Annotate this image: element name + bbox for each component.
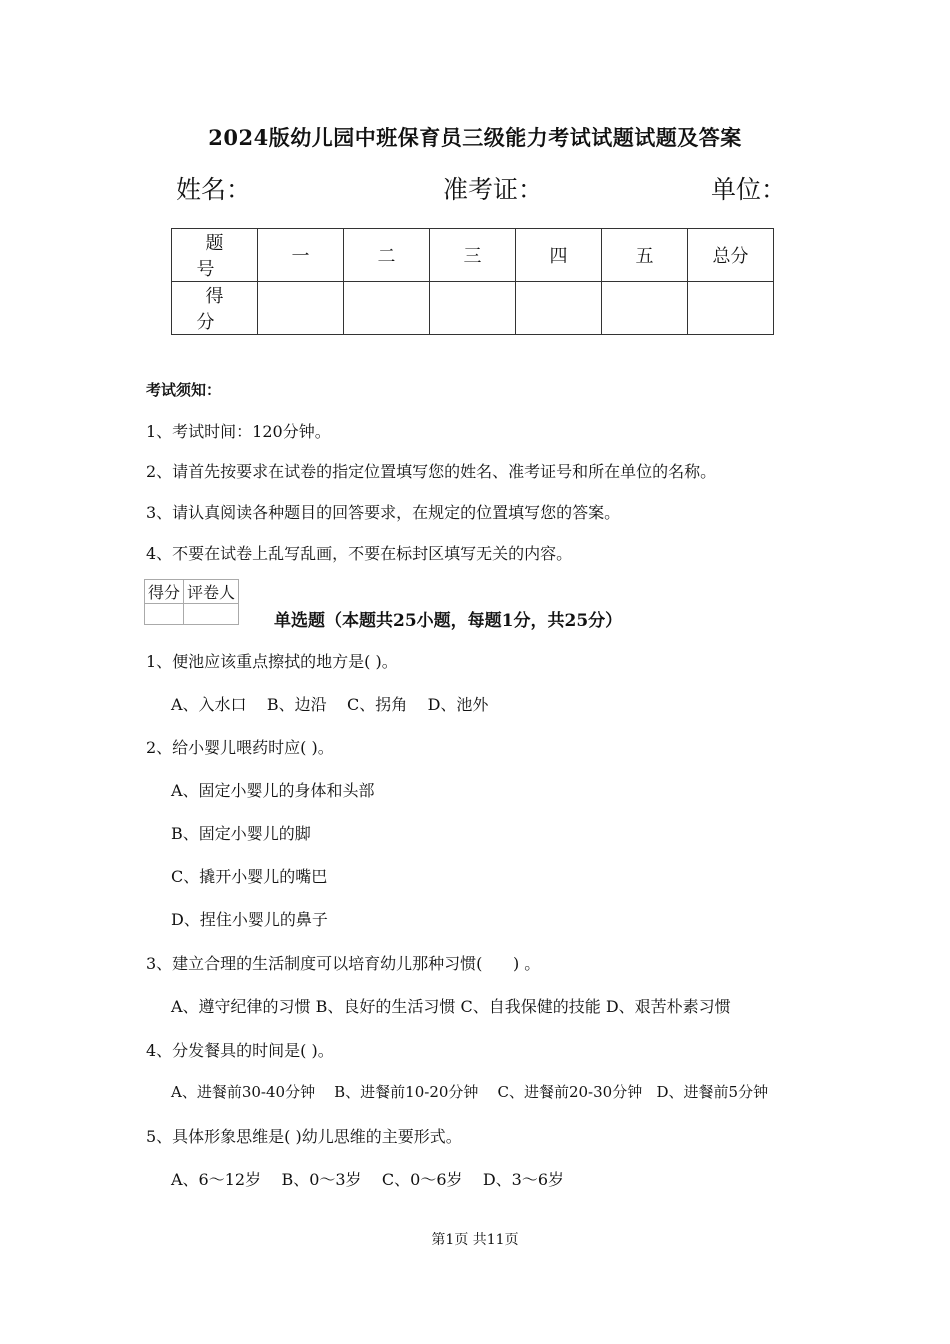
notice-item: 3、请认真阅读各种题目的回答要求，在规定的位置填写您的答案。 [146,503,621,522]
notice-item: 1、考试时间：120分钟。 [146,422,331,441]
document-title: 2024版幼儿园中班保育员三级能力考试试题试题及答案 [208,125,742,150]
exam-id-label: 准考证： [443,175,544,204]
question-text: 3、建立合理的生活制度可以培育幼儿那种习惯( ) 。 [146,954,541,973]
section-title: 单选题（本题共25小题，每题1分，共25分） [274,611,623,631]
score-table-cell: 总分 [688,229,774,282]
score-table-cell: 题 号 [172,229,258,282]
grader-name-cell [184,604,239,625]
score-table-cell: 得 分 [172,282,258,335]
grader-name-label: 评卷人 [184,580,239,604]
question-options: A、进餐前30-40分钟 B、进餐前10-20分钟 C、进餐前20-30分钟 D、进餐前5分钟 [171,1083,769,1101]
question-text: 4、分发餐具的时间是( )。 [146,1041,334,1060]
question-option: C、撬开小婴儿的嘴巴 [171,867,328,886]
name-label: 姓名： [176,175,252,204]
score-table-cell: 一 [258,229,344,282]
score-table-score-row [172,282,774,335]
score-table-cell [516,282,602,335]
score-table-cell [688,282,774,335]
unit-label: 单位： [711,175,787,204]
notice-item: 4、不要在试卷上乱写乱画，不要在标封区填写无关的内容。 [146,544,573,563]
score-table-cell: 五 [602,229,688,282]
grader-score-label: 得分 [145,580,184,604]
score-table-cell: 三 [430,229,516,282]
score-table-cell [430,282,516,335]
page-footer: 第1页 共11页 [431,1232,519,1248]
question-option: D、捏住小婴儿的鼻子 [171,910,328,929]
question-options: A、6～12岁 B、0～3岁 C、0～6岁 D、3～6岁 [171,1170,565,1189]
score-table-cell: 二 [344,229,430,282]
grader-score-cell [145,604,184,625]
question-text: 1、便池应该重点擦拭的地方是( )。 [146,652,398,671]
score-table-cell [258,282,344,335]
score-table-cell [602,282,688,335]
grader-box [144,579,239,625]
notice-item: 2、请首先按要求在试卷的指定位置填写您的姓名、准考证号和所在单位的名称。 [146,462,717,481]
score-table-header-row [172,229,774,282]
question-text: 5、具体形象思维是( )幼儿思维的主要形式。 [146,1127,462,1146]
question-option: A、固定小婴儿的身体和头部 [171,781,375,800]
score-table [171,228,774,335]
question-options: A、遵守纪律的习惯 B、良好的生活习惯 C、自我保健的技能 D、艰苦朴素习惯 [171,997,731,1016]
score-table-cell [344,282,430,335]
question-text: 2、给小婴儿喂药时应( )。 [146,738,334,757]
question-options: A、入水口 B、边沿 C、拐角 D、池外 [171,695,489,714]
question-option: B、固定小婴儿的脚 [171,824,311,843]
notice-title: 考试须知： [146,381,222,399]
score-table-cell: 四 [516,229,602,282]
